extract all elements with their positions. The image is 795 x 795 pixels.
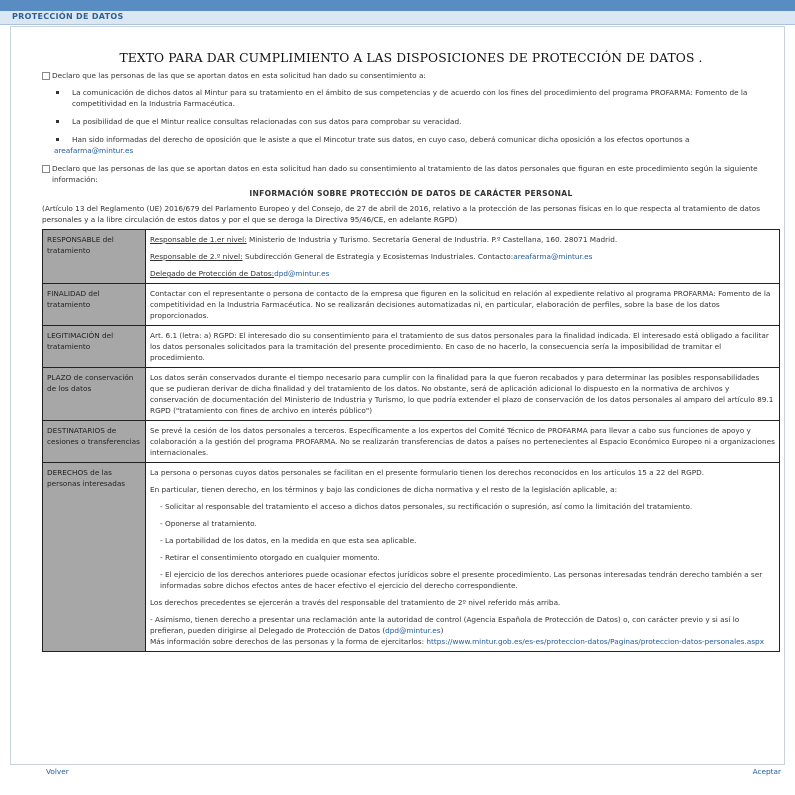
table-row <box>43 421 780 463</box>
list-item: La comunicación de dichos datos al Mintur para su tratamiento en el ámbito de sus competencias y de acuerdo con los fines del procedimiento del programa PROFARMA: Fomento de la competitividad en la Industria Farmacéutica. <box>54 87 780 109</box>
declaration-1-text: Declaro que las personas de las que se aportan datos en esta solicitud han dado su consentimiento a: <box>52 71 426 80</box>
row-label: RESPONSABLE del tratamiento <box>43 230 146 284</box>
table-row <box>43 326 780 368</box>
top-bar <box>0 0 795 11</box>
section-header <box>0 11 795 25</box>
row-value: Art. 6.1 (letra: a) RGPD: El interesado dio su consentimiento para el tratamiento de sus datos personales para la finalidad indicada. El interesado está obligado a facilitar los datos personales solicitados para la tramitación del presente procedimiento. En caso de no hacerlo, la consecuencia sería la imposibilidad de tramitar el procedimiento. <box>146 326 780 368</box>
rights-info-link[interactable]: https://www.mintur.gob.es/es-es/proteccion-datos/Paginas/proteccion-datos-personales.aspx <box>426 637 765 646</box>
consent-checkbox-1[interactable] <box>42 72 50 80</box>
data-protection-table <box>42 229 780 652</box>
row-label: DESTINATARIOS de cesiones o transferencias <box>43 421 146 463</box>
table-row <box>43 463 780 652</box>
row-value: Se prevé la cesión de los datos personales a terceros. Específicamente a los expertos del Comité Técnico de PROFARMA para llevar a cabo sus funciones de apoyo y colaboración a la gestión del programa PROFARMA. No se realizarán transferencias de datos a países no pertenecientes al Espacio Económico Europeo ni a organizaciones internacionales. <box>146 421 780 463</box>
row-label: FINALIDAD del tratamiento <box>43 284 146 326</box>
row-value: Los datos serán conservados durante el tiempo necesario para cumplir con la finalidad para la que fueron recabados y para determinar las posibles responsabilidades que se pudieran derivar de dicha finalidad y del tratamiento de los datos. No obstante, será de aplicación adicional lo dispuesto en la normativa de archivos y conservación de documentación del Ministerio de Industria y Turismo, lo que podría extender el plazo de conservación de los datos personales al amparo del artículo 89.1 RGPD ("tratamiento con fines de archivo en interés público") <box>146 368 780 421</box>
page-title: TEXTO PARA DAR CUMPLIMIENTO A LAS DISPOSICIONES DE PROTECCIÓN DE DATOS . <box>119 51 703 65</box>
bullet-icon <box>56 138 59 141</box>
consent-declaration-2 <box>42 163 780 185</box>
dpo-email-link[interactable]: dpd@mintur.es <box>274 269 330 278</box>
consent-checkbox-2[interactable] <box>42 165 50 173</box>
info-subtitle: INFORMACIÓN SOBRE PROTECCIÓN DE DATOS DE CARÁCTER PERSONAL <box>249 189 573 198</box>
consent-declaration-1 <box>42 70 780 81</box>
list-item: La posibilidad de que el Mintur realice consultas relacionadas con sus datos para comprobar su veracidad. <box>54 116 780 127</box>
consent-list <box>42 87 780 156</box>
row-label: DERECHOS de las personas interesadas <box>43 463 146 652</box>
list-item: Han sido informadas del derecho de oposición que le asiste a que el Mincotur trate sus datos, en cuyo caso, deberá comunicar dicha oposición a los efectos oportunos a areafarma@mintur.es <box>54 135 690 155</box>
email-link[interactable]: areafarma@mintur.es <box>54 146 134 155</box>
row-value: Contactar con el representante o persona de contacto de la empresa que figuren en la solicitud en relación al expediente relativo al programa PROFARMA: Fomento de la competitividad en la Industria Farmacéutica. No se realizarán decisiones automatizadas ni, en particular, elaboración de perfiles, sobre la base de los datos proporcionados. <box>146 284 780 326</box>
table-row <box>43 284 780 326</box>
footer <box>0 767 795 779</box>
bullet-icon <box>56 120 59 123</box>
row-label: LEGITIMACIÓN del tratamiento <box>43 326 146 368</box>
accept-link[interactable]: Aceptar <box>752 767 781 776</box>
main-content <box>42 28 780 652</box>
contact-email-link[interactable]: areafarma@mintur.es <box>513 252 593 261</box>
info-intro: (Artículo 13 del Reglamento (UE) 2016/679 del Parlamento Europeo y del Consejo, de 27 de abril de 2016, relativo a la protección de las personas físicas en lo que respecta al tratamiento de datos personales y a la libre circulación de estos datos y por el que se deroga la Directiva 95/46/CE, en adelante RGPD) <box>42 204 761 224</box>
table-row <box>43 230 780 284</box>
table-row <box>43 368 780 421</box>
back-link[interactable]: Volver <box>46 767 69 776</box>
dpo-email-link[interactable]: dpd@mintur.es <box>385 626 441 635</box>
bullet-icon <box>56 91 59 94</box>
row-value: Responsable de 1.er nivel: Ministerio de Industria y Turismo. Secretaría General de Industria. P.º Castellana, 160. 28071 Madrid. Responsable de 2.º nivel: Subdirección General de Estrategia y Ecosistemas Industriales. Contacto:areafarma@mintur.es Delegado de Protección de Datos:dpd@mintur.es <box>146 230 780 284</box>
row-label: PLAZO de conservación de los datos <box>43 368 146 421</box>
declaration-2-text: Declaro que las personas de las que se aportan datos en esta solicitud han dado su consentimiento al tratamiento de las datos personales que figuran en este procedimiento según la siguiente información: <box>52 164 758 184</box>
row-value: La persona o personas cuyos datos personales se facilitan en el presente formulario tienen los derechos reconocidos en los artículos 15 a 22 del RGPD. En particular, tienen derecho, en los términos y bajo las condiciones de dicha normativa y el resto de la legislación aplicable, a: - Solicitar al responsable del tratamiento el acceso a dichos datos personales, su rectificación o supresión, así como la limitación del tratamiento. - Oponerse al tratamiento. - La portabilidad de los datos, en la medida en que esta sea aplicable. - Retirar el consentimiento otorgado en cualquier momento. - El ejercicio de los derechos anteriores puede ocasionar efectos jurídicos sobre el presente procedimiento. Las personas interesadas tendrán derecho también a ser informadas sobre dichos efectos antes de hacer efectivo el ejercicio del derecho correspondiente. Los derechos precedentes se ejercerán a través del responsable del tratamiento de 2º nivel referido más arriba. - Asimismo, tienen derecho a presentar una reclamación ante la autoridad de control (Agencia Española de Protección de Datos) o, con carácter previo y si así lo prefieran, pueden dirigirse al Delegado de Protección de Datos (dpd@mintur.es) Más información sobre derechos de las personas y la forma de ejercitarlos: https://www.mintur.gob.es/es-es/proteccion-datos/Paginas/proteccion-datos-personales.aspx <box>146 463 780 652</box>
section-title: PROTECCIÓN DE DATOS <box>12 12 124 21</box>
